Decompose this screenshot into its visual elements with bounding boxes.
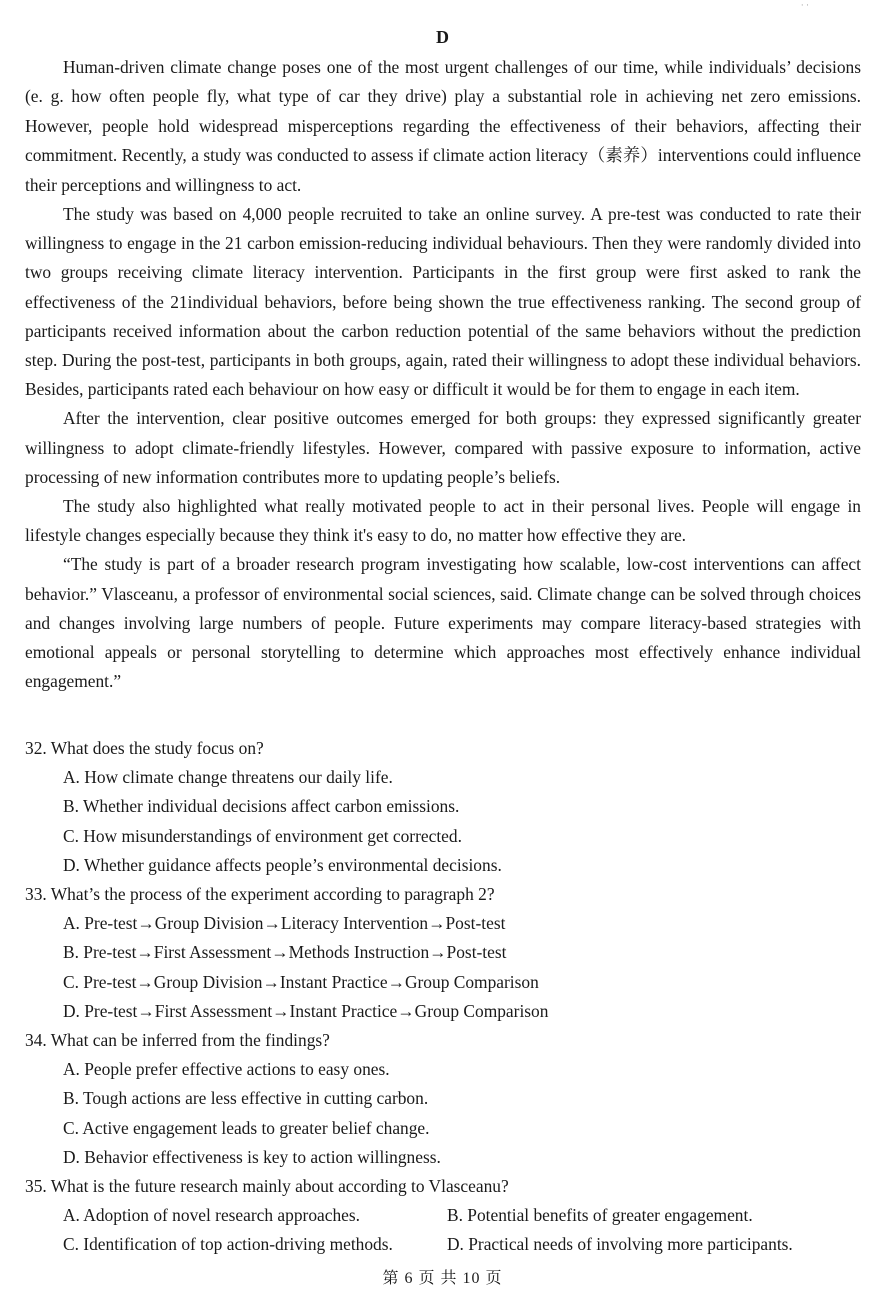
- paragraph-1: Human-driven climate change poses one of the most urgent challenges of our time, while individuals’ decisions (e. g. how often people fly, what type of car they drive) play a substantial role in achieving net zero emissions. However, people hold widespread misperceptions regarding the effectiveness of their behaviors, affecting their commitment. Recently, a study was conducted to assess if climate action literacy（素养）interventions could influence their perceptions and willingness to act.: [25, 57, 861, 195]
- question-list: [25, 734, 861, 1260]
- option-row: [25, 1230, 861, 1259]
- paragraph-4: The study also highlighted what really motivated people to act in their personal lives. People will engage in lifestyle changes especially because they think it's easy to do, no matter how effective they are.: [25, 496, 861, 546]
- paragraph-2: The study was based on 4,000 people recruited to take an online survey. A pre-test was conducted to rate their willingness to engage in the 21 carbon emission-reducing individual behaviours. Then they were randomly divided into two groups receiving climate literacy intervention. Participants in the first group were first asked to rank the effectiveness of the 21individual behaviors, before being shown the true effectiveness ranking. The second group of participants received information about the carbon reduction potential of the same behaviors without the prediction step. During the post-test, participants in both groups, again, rated their willingness to adopt these individual behaviors. Besides, participants rated each behaviour on how easy or difficult it would be for them to engage in each item.: [25, 204, 861, 400]
- option-c: C. Identification of top action-driving methods.: [63, 1234, 393, 1255]
- question-stem: 32. What does the study focus on?: [25, 738, 264, 758]
- option-row: [25, 1201, 861, 1230]
- reading-passage: [25, 53, 861, 696]
- option-b: B. Tough actions are less effective in cutting carbon.: [63, 1088, 429, 1109]
- option-d: D. Practical needs of involving more participants.: [447, 1234, 793, 1255]
- page-footer: 第 6 页 共 10 页: [382, 1270, 503, 1287]
- question-35: [25, 1172, 861, 1260]
- option-c: C. How misunderstandings of environment get corrected.: [63, 825, 462, 846]
- option-a: A. People prefer effective actions to easy ones.: [63, 1059, 390, 1080]
- option-c: C. Active engagement leads to greater belief change.: [63, 1117, 430, 1138]
- question-32: [25, 734, 861, 880]
- option-a: A. Adoption of novel research approaches.: [63, 1205, 360, 1226]
- paragraph-3: After the intervention, clear positive outcomes emerged for both groups: they expressed significantly greater willingness to adopt climate-friendly lifestyles. However, compared with passive exposure to information, active processing of new information contributes more to updating people’s beliefs.: [25, 408, 861, 487]
- option-d: D. Whether guidance affects people’s environmental decisions.: [63, 854, 502, 875]
- question-stem: 34. What can be inferred from the findings?: [25, 1030, 330, 1051]
- option-c: C. Pre-test→Group Division→Instant Practice→Group Comparison: [63, 971, 539, 992]
- option-b: B. Potential benefits of greater engagement.: [447, 1205, 753, 1226]
- question-34: [25, 1026, 861, 1172]
- option-b: B. Pre-test→First Assessment→Methods Instruction→Post-test: [63, 942, 507, 963]
- option-b: B. Whether individual decisions affect carbon emissions.: [63, 796, 460, 817]
- question-stem: 33. What’s the process of the experiment according to paragraph 2?: [25, 884, 495, 905]
- option-a: A. Pre-test→Group Division→Literacy Intervention→Post-test: [63, 913, 506, 934]
- question-33: [25, 880, 861, 1026]
- corner-mark: · ·: [800, 0, 809, 10]
- paragraph-5: “The study is part of a broader research program investigating how scalable, low-cost interventions can affect behavior.” Vlasceanu, a professor of environmental social sciences, said. Climate change can be solved through choices and changes involving large numbers of people. Future experiments may compare literacy-based strategies with emotional appeals or personal storytelling to determine which approaches most effectively enhance individual engagement.”: [25, 554, 861, 692]
- option-d: D. Pre-test→First Assessment→Instant Practice→Group Comparison: [63, 1000, 549, 1021]
- option-d: D. Behavior effectiveness is key to action willingness.: [63, 1146, 441, 1167]
- question-stem: 35. What is the future research mainly about according to Vlasceanu?: [25, 1176, 509, 1197]
- section-title: D: [436, 27, 449, 47]
- option-a: A. How climate change threatens our daily life.: [63, 767, 393, 788]
